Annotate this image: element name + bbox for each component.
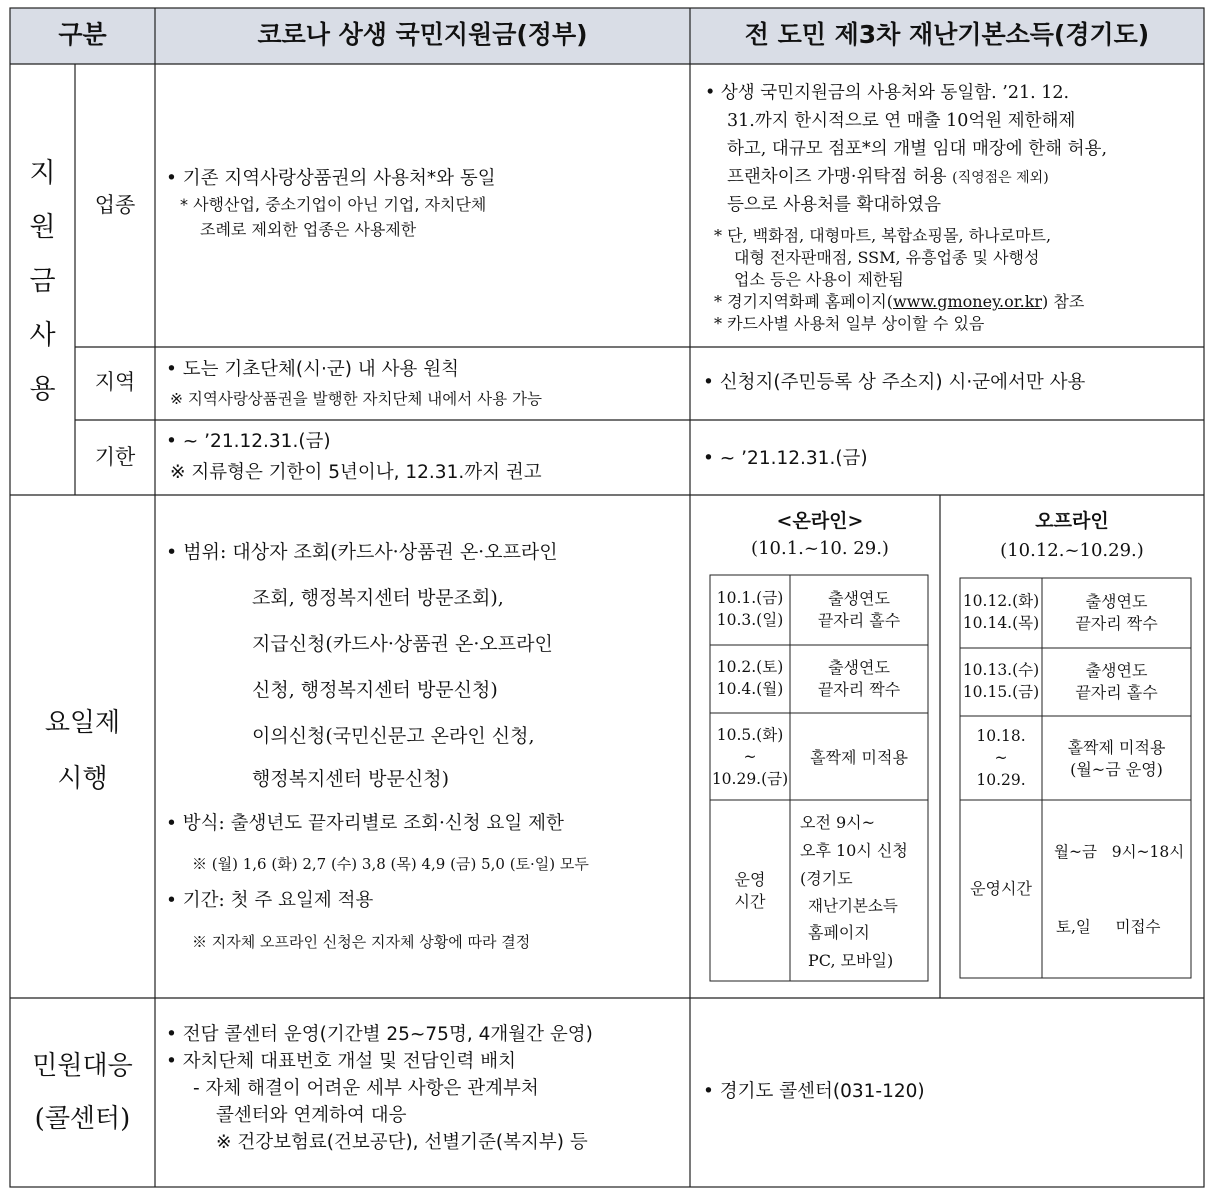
offline-title: 오프라인 (1035, 510, 1109, 532)
deadline-national-note: ※ 지류형은 기한이 5년이나, 12.31.까지 권고 (170, 462, 542, 483)
offline-rule: 끝자리 홀수 (1075, 683, 1158, 702)
online-date: 10.5.(화) (716, 726, 784, 744)
offline-date: 10.12.(화) (962, 592, 1040, 610)
scope-line: • 범위: 대상자 조회(카드사·상품권 온·오프라인 (166, 541, 558, 563)
industry-national-line: • 기존 지역사랑상품권의 사용처*와 동일 (166, 168, 496, 189)
header-gyeonggi-income: 전 도민 제3차 재난기본소득(경기도) (744, 20, 1150, 49)
scope-line: 조회, 행정복지센터 방문조회), (252, 587, 504, 609)
support-use-char: 사 (29, 320, 56, 351)
offline-hours-line: 토,일 미접수 (1056, 918, 1161, 936)
online-date: 10.29.(금) (711, 770, 789, 788)
civil-response-label: 민원대응 (32, 1051, 133, 1081)
scope-line: 신청, 행정복지센터 방문신청) (252, 679, 498, 701)
offline-rule: 끝자리 짝수 (1075, 614, 1158, 633)
gmoney-link[interactable]: www.gmoney.or.kr (892, 292, 1043, 311)
support-use-char: 원 (29, 212, 56, 243)
online-period: (10.1.~10. 29.) (751, 538, 889, 559)
online-rule: 홀짝제 미적용 (810, 748, 908, 767)
industry-national-note: * 사행산업, 중소기업이 아닌 기업, 자치단체 (180, 195, 487, 214)
industry-gyeonggi-line: 등으로 사용처를 확대하였음 (727, 195, 941, 215)
civil-response-label: (콜센터) (34, 1104, 131, 1134)
offline-period: (10.12.~10.29.) (1000, 540, 1144, 561)
method-note: ※ (월) 1,6 (화) 2,7 (수) 3,8 (목) 4,9 (금) 5,0 (토·일) 모두 (192, 855, 589, 873)
deadline-label: 기한 (94, 445, 136, 469)
offline-rule: 홀짝제 미적용 (1067, 738, 1166, 757)
period-note: ※ 지자체 오프라인 신청은 지자체 상황에 따라 결정 (192, 933, 531, 951)
online-hours-line: 재난기본소득 (808, 897, 898, 915)
gmoney-note-suffix: ) 참조 (1042, 292, 1085, 311)
region-national-line: • 도는 기초단체(시·군) 내 사용 원칙 (166, 359, 459, 380)
offline-date: 10.13.(수) (962, 661, 1040, 679)
civil-national-line: 콜센터와 연계하여 대응 (216, 1105, 407, 1126)
industry-gyeonggi-line (727, 169, 1049, 187)
support-use-char: 용 (29, 374, 56, 405)
industry-gyeonggi-note: 대형 전자판매점, SSM, 유흥업종 및 사행성 (734, 248, 1040, 267)
header-category: 구분 (58, 20, 107, 49)
civil-national-line: ※ 건강보험료(건보공단), 선별기준(복지부) 등 (216, 1132, 588, 1153)
offline-rule: 출생연도 (1085, 661, 1148, 680)
online-rule: 출생연도 (828, 589, 890, 608)
scope-line: 행정복지센터 방문신청) (252, 768, 449, 790)
offline-date: 10.15.(금) (962, 683, 1040, 701)
region-national-note: ※ 지역사랑상품권을 발행한 자치단체 내에서 사용 가능 (170, 390, 542, 408)
civil-national-line: • 자치단체 대표번호 개설 및 전담인력 배치 (166, 1051, 517, 1072)
industry-gyeonggi-note: * 단, 백화점, 대형마트, 복합쇼핑몰, 하나로마트, (714, 226, 1052, 245)
period-line: • 기간: 첫 주 요일제 적용 (166, 890, 374, 911)
industry-gyeonggi-note: 업소 등은 사용이 제한됨 (734, 270, 904, 289)
industry-national-note: 조례로 제외한 업종은 사용제한 (200, 220, 417, 239)
civil-national-line: • 전담 콜센터 운영(기간별 25~75명, 4개월간 운영) (166, 1024, 593, 1045)
industry-gyeonggi-note: * 카드사별 사용처 일부 상이할 수 있음 (714, 314, 985, 333)
support-use-char: 금 (29, 266, 56, 297)
online-hours-label: 시간 (734, 892, 766, 911)
civil-gyeonggi-line: • 경기도 콜센터(031-120) (703, 1081, 925, 1102)
offline-date: 10.14.(목) (962, 614, 1040, 632)
method-line: • 방식: 출생년도 끝자리별로 조회·신청 요일 제한 (166, 813, 564, 834)
industry-gyeonggi-line: 31.까지 한시적으로 연 매출 10억원 제한해제 (727, 111, 1076, 131)
online-hours-line: (경기도 (800, 869, 853, 888)
online-date: 10.2.(토) (716, 658, 784, 676)
industry-gyeonggi-line: • 상생 국민지원금의 사용처와 동일함. ’21. 12. (705, 83, 1070, 103)
online-title: <온라인> (776, 510, 864, 532)
civil-national-line: - 자체 해결이 어려운 세부 사항은 관계부처 (193, 1078, 539, 1099)
online-hours-label: 운영 (734, 870, 766, 889)
industry-label: 업종 (94, 193, 136, 217)
offline-hours-label: 운영시간 (970, 879, 1032, 898)
direct-store-excluded: (직영점은 제외) (952, 170, 1049, 186)
offline-rule: 출생연도 (1085, 592, 1148, 611)
industry-gyeonggi-line: 하고, 대규모 점포*의 개별 임대 매장에 한해 허용, (727, 139, 1108, 159)
weekday-system-label: 요일제 (44, 708, 121, 738)
scope-line: 이의신청(국민신문고 온라인 신청, (252, 725, 535, 747)
offline-date: 10.18. (976, 727, 1026, 745)
region-label: 지역 (94, 370, 136, 394)
offline-hours-line: 월~금 9시~18시 (1054, 843, 1185, 861)
scope-line: 지급신청(카드사·상품권 온·오프라인 (252, 633, 553, 655)
deadline-national-line: • ~ ’21.12.31.(금) (166, 431, 331, 452)
online-date-tilde: ~ (743, 748, 757, 766)
online-hours-line: PC, 모바일) (808, 951, 894, 970)
offline-rule: (월~금 운영) (1070, 760, 1163, 779)
header-national-grant: 코로나 상생 국민지원금(정부) (257, 20, 588, 49)
region-gyeonggi-line: • 신청지(주민등록 상 주소지) 시·군에서만 사용 (703, 372, 1086, 393)
online-date: 10.4.(월) (716, 680, 784, 698)
online-hours-line: 오후 10시 신청 (800, 841, 908, 860)
offline-date-tilde: ~ (994, 749, 1008, 767)
offline-date: 10.29. (976, 771, 1026, 789)
online-rule: 끝자리 짝수 (817, 680, 901, 699)
online-hours-line: 오전 9시~ (800, 813, 876, 832)
deadline-gyeonggi-line: • ~ ’21.12.31.(금) (703, 448, 868, 469)
online-date: 10.3.(일) (716, 611, 784, 629)
online-date: 10.1.(금) (716, 589, 784, 607)
industry-gyeonggi-note (714, 294, 1084, 310)
online-hours-line: 홈페이지 (808, 923, 870, 942)
gmoney-note-prefix: * 경기지역화폐 홈페이지( (714, 292, 893, 311)
franchise-text: 프랜차이즈 가맹·위탁점 허용 (727, 167, 947, 187)
support-use-char: 지 (29, 158, 56, 189)
online-rule: 출생연도 (828, 658, 890, 677)
online-rule: 끝자리 홀수 (817, 611, 901, 630)
weekday-system-label: 시행 (57, 764, 108, 794)
